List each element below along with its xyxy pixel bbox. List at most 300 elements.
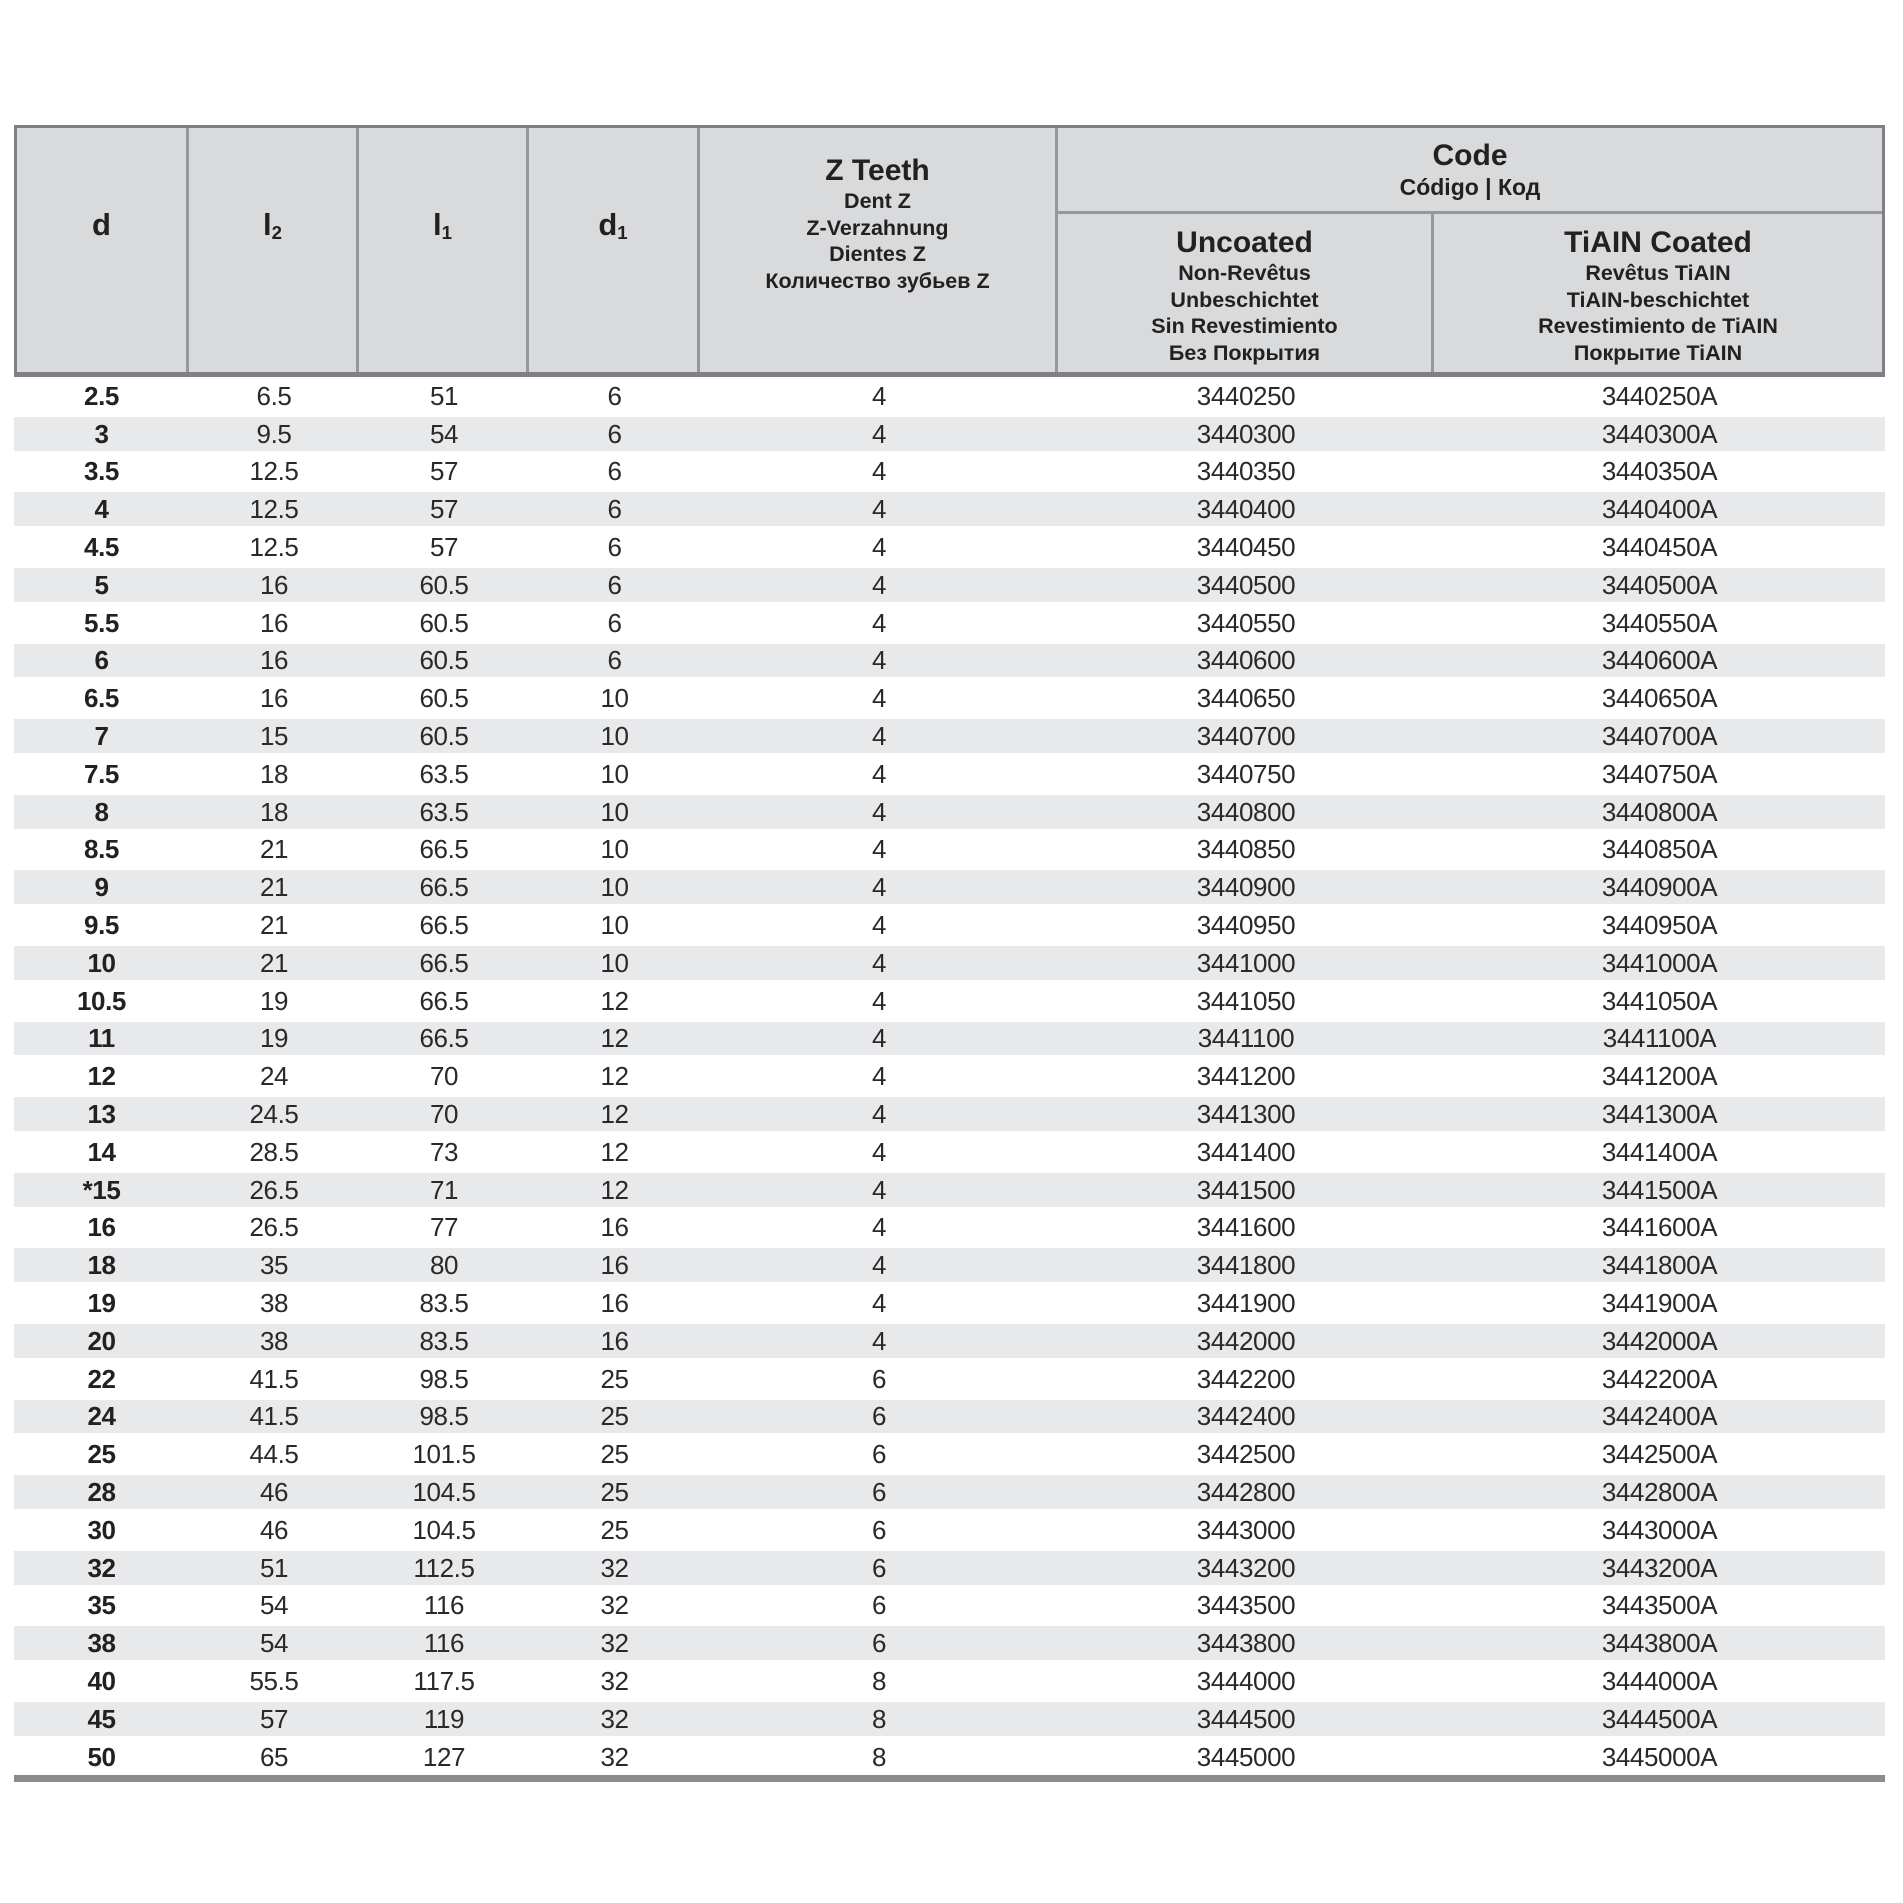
cell-d1: 25 (600, 1363, 629, 1394)
cell-d1: 16 (600, 1288, 629, 1319)
cell-l2: 54 (259, 1628, 289, 1659)
cell-d: 9.5 (84, 910, 119, 941)
cell-l1: 66.5 (419, 947, 469, 978)
cell-z-teeth: 8 (871, 1741, 887, 1772)
cell-l1: 63.5 (419, 758, 469, 789)
cell-z-teeth: 4 (871, 494, 887, 525)
cell-code-uncoated: 3444000 (1196, 1665, 1296, 1696)
cell-z-teeth: 4 (871, 1288, 887, 1319)
cell-d1: 25 (600, 1439, 629, 1470)
cell-code-uncoated: 3441900 (1196, 1288, 1296, 1319)
cell-d: 14 (87, 1136, 116, 1167)
cell-z-teeth: 6 (871, 1477, 887, 1507)
cell-d1: 12 (600, 1061, 629, 1092)
table-row (14, 1209, 1885, 1247)
cell-code-uncoated: 3440900 (1196, 872, 1296, 903)
column-header-code (1058, 128, 1882, 214)
cell-z-teeth: 4 (871, 721, 887, 752)
cell-l1: 54 (429, 418, 459, 449)
cell-l2: 12.5 (249, 494, 299, 525)
cell-d1: 32 (600, 1665, 629, 1696)
cell-d1: 12 (600, 985, 629, 1016)
coated-subtitle-fr: Revêtus TiAIN (1585, 261, 1731, 285)
cell-d1: 10 (600, 721, 629, 752)
cell-d: 2.5 (84, 380, 119, 411)
table-row (14, 1246, 1885, 1284)
cell-d: 32 (87, 1552, 116, 1583)
table-row (14, 1435, 1885, 1473)
z-teeth-title: Z Teeth (825, 154, 930, 187)
cell-d1: 32 (600, 1703, 629, 1734)
cell-z-teeth: 4 (871, 1136, 887, 1167)
z-teeth-subtitle-es: Dientes Z (829, 242, 926, 266)
table-row (14, 1284, 1885, 1322)
cell-d: 4 (94, 494, 109, 525)
cell-code-coated: 3440800A (1601, 796, 1718, 827)
cell-l1: 83.5 (419, 1288, 469, 1319)
cell-code-coated: 3442800A (1601, 1477, 1718, 1507)
cell-l2: 57 (259, 1703, 289, 1734)
cell-z-teeth: 4 (871, 683, 887, 714)
cell-d: 10 (87, 947, 116, 978)
cell-code-coated: 3441800A (1601, 1250, 1718, 1281)
cell-l1: 70 (429, 1061, 459, 1092)
cell-l1: 57 (429, 456, 459, 487)
cell-d: 3.5 (84, 456, 119, 487)
cell-d1: 25 (600, 1477, 629, 1507)
cell-code-coated: 3441050A (1601, 985, 1718, 1016)
table-row (14, 679, 1885, 717)
cell-z-teeth: 4 (871, 1212, 887, 1243)
cell-z-teeth: 4 (871, 1061, 887, 1092)
cell-l1: 83.5 (419, 1325, 469, 1356)
z-teeth-subtitle-fr: Dent Z (844, 189, 911, 213)
cell-d1: 6 (607, 380, 622, 411)
cell-l1: 116 (423, 1628, 465, 1659)
cell-d1: 10 (600, 758, 629, 789)
column-header-l1 (359, 128, 529, 372)
cell-code-coated: 3443500A (1601, 1590, 1718, 1621)
cell-d1: 6 (607, 494, 622, 525)
cell-z-teeth: 4 (871, 1174, 887, 1205)
cell-code-uncoated: 3440350 (1196, 456, 1296, 487)
cell-code-uncoated: 3444500 (1196, 1703, 1296, 1734)
cell-code-uncoated: 3440550 (1196, 607, 1296, 638)
cell-code-uncoated: 3443000 (1196, 1514, 1296, 1545)
cell-l2: 26.5 (249, 1174, 299, 1205)
cell-d1: 10 (600, 910, 629, 941)
cell-l2: 19 (259, 985, 289, 1016)
uncoated-subtitle-ru: Без Покрытия (1168, 340, 1321, 365)
cell-code-uncoated: 3441000 (1196, 947, 1296, 978)
cell-code-uncoated: 3440700 (1196, 721, 1296, 752)
cell-code-uncoated: 3440850 (1196, 834, 1296, 865)
cell-code-uncoated: 3441200 (1196, 1061, 1296, 1092)
cell-code-uncoated: 3441050 (1196, 985, 1296, 1016)
cell-z-teeth: 4 (871, 1099, 887, 1130)
cell-l1: 60.5 (419, 569, 469, 600)
table-row (14, 1549, 1885, 1587)
cell-code-uncoated: 3441800 (1196, 1250, 1296, 1281)
cell-d1: 10 (600, 796, 629, 827)
cell-d: 18 (87, 1250, 116, 1281)
column-header-l1-label: l1 (433, 206, 452, 244)
cell-code-coated: 3441100A (1602, 1023, 1717, 1054)
cell-d1: 10 (600, 947, 629, 978)
cell-code-uncoated: 3442400 (1196, 1401, 1296, 1432)
cell-l1: 104.5 (412, 1514, 476, 1545)
cell-code-uncoated: 3440800 (1196, 796, 1296, 827)
cell-z-teeth: 6 (871, 1590, 887, 1621)
cell-l2: 26.5 (249, 1212, 299, 1243)
table-row (14, 944, 1885, 982)
cell-code-uncoated: 3441600 (1196, 1212, 1296, 1243)
cell-l2: 28.5 (249, 1136, 299, 1167)
cell-code-coated: 3444000A (1601, 1665, 1718, 1696)
cell-z-teeth: 4 (871, 796, 887, 827)
cell-z-teeth: 4 (871, 834, 887, 865)
cell-d: 10.5 (76, 985, 126, 1016)
cell-l1: 66.5 (419, 910, 469, 941)
cell-d: *15 (82, 1174, 121, 1205)
cell-l2: 18 (259, 796, 289, 827)
table-row (14, 982, 1885, 1020)
cell-code-coated: 3440900A (1601, 872, 1718, 903)
cell-code-coated: 3440500A (1601, 569, 1718, 600)
cell-code-coated: 3440250A (1601, 380, 1718, 411)
cell-d: 3 (94, 418, 109, 449)
cell-code-coated: 3440350A (1601, 456, 1718, 487)
cell-code-uncoated: 3441400 (1196, 1136, 1296, 1167)
cell-code-coated: 3441900A (1601, 1288, 1718, 1319)
coated-subtitle-de: TiAIN-beschichtet (1566, 287, 1750, 312)
cell-d: 40 (87, 1665, 116, 1696)
table-row (14, 490, 1885, 528)
cell-d1: 6 (607, 532, 622, 563)
table-row (14, 642, 1885, 680)
z-teeth-subtitle-ru: Количество зубьев Z (765, 268, 990, 293)
cell-z-teeth: 4 (871, 418, 887, 449)
table-row (14, 528, 1885, 566)
cell-l2: 21 (259, 910, 289, 941)
cell-code-uncoated: 3440600 (1196, 645, 1296, 676)
table-row (14, 1700, 1885, 1738)
cell-l2: 19 (259, 1023, 289, 1054)
table-body (14, 377, 1885, 1775)
cell-code-uncoated: 3440500 (1196, 569, 1296, 600)
cell-l1: 101.5 (412, 1439, 476, 1470)
cell-l2: 21 (259, 947, 289, 978)
cell-z-teeth: 4 (871, 380, 887, 411)
cell-code-coated: 3440950A (1601, 910, 1718, 941)
product-code-table (14, 125, 1885, 1782)
cell-z-teeth: 6 (871, 1363, 887, 1394)
z-teeth-subtitle-de: Z-Verzahnung (806, 215, 949, 240)
cell-d: 5.5 (84, 607, 119, 638)
uncoated-title: Uncoated (1176, 226, 1313, 259)
cell-l2: 41.5 (249, 1401, 299, 1432)
cell-l2: 12.5 (249, 456, 299, 487)
cell-d: 8 (94, 796, 109, 827)
cell-z-teeth: 6 (871, 1514, 887, 1545)
table-row (14, 906, 1885, 944)
cell-d: 24 (87, 1401, 116, 1432)
cell-l1: 77 (429, 1212, 459, 1243)
cell-code-coated: 3445000A (1601, 1741, 1718, 1772)
table-row (14, 1662, 1885, 1700)
cell-l1: 51 (429, 380, 459, 411)
cell-l2: 16 (259, 569, 289, 600)
cell-l2: 55.5 (249, 1665, 299, 1696)
cell-d: 6 (94, 645, 109, 676)
cell-z-teeth: 6 (871, 1401, 887, 1432)
cell-l2: 38 (259, 1288, 289, 1319)
cell-d: 50 (87, 1741, 116, 1772)
cell-z-teeth: 4 (871, 569, 887, 600)
coated-subtitle-ru: Покрытие TiAIN (1573, 340, 1743, 365)
cell-d1: 12 (600, 1136, 629, 1167)
cell-l2: 21 (259, 872, 289, 903)
cell-code-coated: 3444500A (1601, 1703, 1718, 1734)
cell-l1: 66.5 (419, 1023, 469, 1054)
cell-z-teeth: 4 (871, 1325, 887, 1356)
table-row (14, 1398, 1885, 1436)
cell-d: 8.5 (84, 834, 119, 865)
cell-code-uncoated: 3442000 (1196, 1325, 1296, 1356)
cell-code-uncoated: 3441500 (1196, 1174, 1296, 1205)
cell-d: 25 (87, 1439, 116, 1470)
cell-code-uncoated: 3442200 (1196, 1363, 1296, 1394)
cell-l1: 70 (429, 1099, 459, 1130)
cell-z-teeth: 6 (871, 1628, 887, 1659)
column-header-uncoated (1058, 214, 1434, 372)
cell-code-uncoated: 3442800 (1196, 1477, 1296, 1507)
cell-code-uncoated: 3445000 (1196, 1741, 1296, 1772)
table-row (14, 1587, 1885, 1625)
cell-l2: 51 (259, 1552, 289, 1583)
table-row (14, 1360, 1885, 1398)
cell-l1: 66.5 (419, 834, 469, 865)
table-row (14, 1624, 1885, 1662)
cell-d: 30 (87, 1514, 116, 1545)
cell-d1: 10 (600, 683, 629, 714)
cell-d1: 6 (607, 607, 622, 638)
cell-l2: 24 (259, 1061, 289, 1092)
code-subtitle: Código | Код (1399, 173, 1541, 200)
cell-d: 7.5 (84, 758, 119, 789)
cell-z-teeth: 6 (871, 1552, 887, 1583)
cell-d: 20 (87, 1325, 116, 1356)
table-header (14, 125, 1885, 377)
cell-l1: 57 (429, 494, 459, 525)
table-row (14, 377, 1885, 415)
cell-d1: 12 (600, 1023, 629, 1054)
cell-code-coated: 3442400A (1601, 1401, 1718, 1432)
cell-d: 22 (87, 1363, 116, 1394)
cell-d1: 6 (607, 456, 622, 487)
column-header-d1 (529, 128, 700, 372)
cell-d: 19 (87, 1288, 116, 1319)
cell-d: 12 (87, 1061, 116, 1092)
cell-l1: 60.5 (419, 607, 469, 638)
table-row (14, 1020, 1885, 1058)
cell-code-coated: 3441000A (1601, 947, 1718, 978)
table-row (14, 453, 1885, 491)
table-row (14, 717, 1885, 755)
cell-z-teeth: 4 (871, 1250, 887, 1281)
column-header-d1-label: d1 (598, 206, 628, 244)
table-row (14, 1473, 1885, 1511)
cell-code-uncoated: 3440400 (1196, 494, 1296, 525)
cell-code-uncoated: 3440300 (1196, 418, 1296, 449)
cell-l1: 98.5 (419, 1401, 469, 1432)
cell-code-coated: 3441300A (1601, 1099, 1718, 1130)
cell-code-uncoated: 3442500 (1196, 1439, 1296, 1470)
cell-l1: 71 (429, 1174, 459, 1205)
cell-d: 4.5 (84, 532, 119, 563)
cell-d1: 12 (600, 1099, 629, 1130)
cell-l2: 46 (259, 1477, 289, 1507)
cell-l1: 63.5 (419, 796, 469, 827)
cell-code-coated: 3440550A (1601, 607, 1718, 638)
cell-code-coated: 3440850A (1601, 834, 1718, 865)
column-header-z-teeth (700, 128, 1058, 372)
cell-l2: 44.5 (249, 1439, 299, 1470)
table-row (14, 1133, 1885, 1171)
cell-code-coated: 3440750A (1601, 758, 1718, 789)
cell-code-uncoated: 3443500 (1196, 1590, 1296, 1621)
cell-d1: 6 (607, 645, 622, 676)
cell-code-uncoated: 3441300 (1196, 1099, 1296, 1130)
cell-code-coated: 3441600A (1601, 1212, 1718, 1243)
cell-z-teeth: 4 (871, 456, 887, 487)
cell-d: 28 (87, 1477, 116, 1507)
cell-d: 13 (87, 1099, 116, 1130)
cell-l1: 127 (422, 1741, 466, 1772)
cell-l1: 117.5 (413, 1665, 475, 1696)
cell-l1: 98.5 (419, 1363, 469, 1394)
cell-l1: 60.5 (419, 645, 469, 676)
table-row (14, 755, 1885, 793)
cell-code-coated: 3441200A (1601, 1061, 1718, 1092)
uncoated-subtitle-fr: Non-Revêtus (1178, 261, 1311, 285)
table-row (14, 868, 1885, 906)
table-row (14, 831, 1885, 869)
cell-d: 35 (87, 1590, 116, 1621)
cell-l1: 57 (429, 532, 459, 563)
cell-z-teeth: 4 (871, 872, 887, 903)
cell-code-uncoated: 3443800 (1196, 1628, 1296, 1659)
cell-d1: 16 (600, 1325, 629, 1356)
cell-code-uncoated: 3440950 (1196, 910, 1296, 941)
cell-z-teeth: 4 (871, 532, 887, 563)
cell-z-teeth: 8 (871, 1703, 887, 1734)
cell-l2: 16 (259, 645, 289, 676)
uncoated-subtitle-de: Unbeschichtet (1170, 287, 1319, 312)
column-header-l2 (189, 128, 359, 372)
cell-l1: 112.5 (413, 1552, 475, 1583)
cell-code-coated: 3440400A (1601, 494, 1718, 525)
cell-z-teeth: 8 (871, 1665, 887, 1696)
code-title: Code (1432, 138, 1508, 172)
cell-z-teeth: 4 (871, 910, 887, 941)
cell-d: 7 (94, 721, 109, 752)
cell-code-coated: 3443000A (1601, 1514, 1718, 1545)
table-bottom-border (14, 1775, 1885, 1782)
table-row (14, 1057, 1885, 1095)
cell-l2: 15 (259, 721, 289, 752)
cell-l1: 60.5 (419, 721, 469, 752)
cell-l2: 9.5 (256, 418, 292, 449)
cell-z-teeth: 4 (871, 985, 887, 1016)
cell-code-uncoated: 3440650 (1196, 683, 1296, 714)
column-header-d-label: d (92, 206, 111, 242)
cell-d1: 16 (600, 1250, 629, 1281)
cell-d: 5 (94, 569, 109, 600)
cell-d1: 32 (600, 1628, 629, 1659)
cell-code-coated: 3440600A (1601, 645, 1718, 676)
cell-l1: 119 (423, 1703, 465, 1734)
cell-d: 11 (88, 1023, 115, 1054)
cell-code-uncoated: 3440750 (1196, 758, 1296, 789)
cell-l2: 41.5 (249, 1363, 299, 1394)
cell-z-teeth: 4 (871, 758, 887, 789)
cell-z-teeth: 6 (871, 1439, 887, 1470)
cell-l1: 104.5 (412, 1477, 476, 1507)
cell-l2: 54 (259, 1590, 289, 1621)
cell-l2: 16 (259, 607, 289, 638)
cell-d: 9 (94, 872, 109, 903)
cell-l1: 80 (429, 1250, 459, 1281)
table-row (14, 1171, 1885, 1209)
cell-l2: 16 (259, 683, 289, 714)
cell-code-uncoated: 3440250 (1196, 380, 1296, 411)
cell-code-coated: 3442200A (1601, 1363, 1718, 1394)
cell-d1: 32 (600, 1590, 629, 1621)
cell-code-coated: 3442000A (1601, 1325, 1718, 1356)
cell-l2: 38 (259, 1325, 289, 1356)
table-row (14, 566, 1885, 604)
cell-d1: 32 (600, 1741, 629, 1772)
cell-d1: 25 (600, 1514, 629, 1545)
cell-l2: 65 (259, 1741, 289, 1772)
column-header-d (17, 128, 189, 372)
cell-l1: 60.5 (419, 683, 469, 714)
cell-code-coated: 3440650A (1601, 683, 1718, 714)
cell-z-teeth: 4 (871, 645, 887, 676)
cell-code-coated: 3440300A (1601, 418, 1718, 449)
cell-code-coated: 3440700A (1601, 721, 1718, 752)
table-row (14, 604, 1885, 642)
cell-code-uncoated: 3441100 (1197, 1023, 1295, 1054)
uncoated-subtitle-es: Sin Revestimiento (1151, 314, 1338, 338)
cell-z-teeth: 4 (871, 947, 887, 978)
cell-code-coated: 3441400A (1601, 1136, 1718, 1167)
table-row (14, 1511, 1885, 1549)
cell-z-teeth: 4 (871, 1023, 887, 1054)
table-row (14, 1322, 1885, 1360)
cell-l2: 46 (259, 1514, 289, 1545)
cell-l1: 66.5 (419, 985, 469, 1016)
cell-l1: 116 (423, 1590, 465, 1621)
table-row (14, 1095, 1885, 1133)
cell-d: 45 (87, 1703, 116, 1734)
cell-l2: 24.5 (249, 1099, 299, 1130)
column-header-l2-label: l2 (263, 206, 282, 244)
table-row (14, 793, 1885, 831)
cell-code-coated: 3442500A (1601, 1439, 1718, 1470)
cell-d1: 6 (607, 418, 622, 449)
